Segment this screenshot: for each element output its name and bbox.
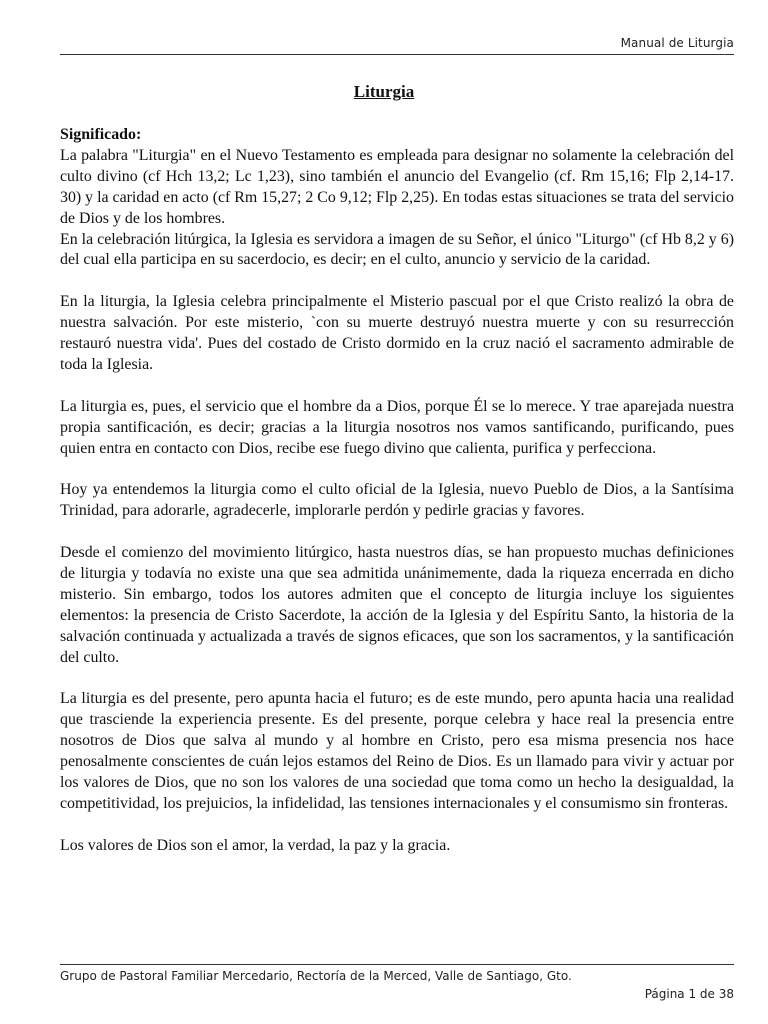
document-body <box>60 125 734 857</box>
paragraph-gap <box>60 376 734 397</box>
page-title: Liturgia <box>353 82 415 101</box>
paragraph-gap <box>60 271 734 292</box>
paragraph: En la liturgia, la Iglesia celebra principalmente el Misterio pascual por el que Cristo realizó la obra de nuestra salvación. Por este misterio, `con su muerte destruyó nuestra muerte y con su resurrección restauró nuestra vida'. Pues del costado de Cristo dormido en la cruz nació el sacramento admirable de toda la Iglesia. <box>60 293 734 373</box>
paragraph: Hoy ya entendemos la liturgia como el culto oficial de la Iglesia, nuevo Pueblo de Dios, a la Santísima Trinidad, para adorarle, agradecerle, implorarle perdón y pedirle gracias y favores. <box>60 481 734 520</box>
paragraph-gap <box>60 669 734 690</box>
paragraph: La liturgia es, pues, el servicio que el hombre da a Dios, porque Él se lo merece. Y trae aparejada nuestra propia santificación, es decir; gracias a la liturgia nosotros nos vamos santificando, purificando, pues quien entra en contacto con Dios, recibe ese fuego divino que calienta, purifica y perfecciona. <box>60 397 734 457</box>
page-number: Página 1 de 38 <box>644 987 734 1001</box>
footer-organization: Grupo de Pastoral Familiar Mercedario, Rectoría de la Merced, Valle de Santiago, Gto. <box>60 969 572 983</box>
section-subheading: Significado: <box>60 126 142 143</box>
paragraph-gap <box>60 815 734 836</box>
paragraph: Desde el comienzo del movimiento litúrgico, hasta nuestros días, se han propuesto muchas definiciones de liturgia y todavía no existe una que sea admitida unánimemente, dada la riqueza encerrada en dicho misterio. Sin embargo, todos los autores admiten que el concepto de liturgia incluye los siguientes elementos: la presencia de Cristo Sacerdote, la acción de la Iglesia y del Espíritu Santo, la historia de la salvación continuada y actualizada a través de signos eficaces, que son los sacramentos, y la santificación del culto. <box>60 544 734 666</box>
paragraph: La palabra "Liturgia" en el Nuevo Testamento es empleada para designar no solamente la celebración del culto divino (cf Hch 13,2; Lc 1,23), sino también el anuncio del Evangelio (cf. Rm 15,16; Flp 2,14-17. 30) y la caridad en acto (cf Rm 15,27; 2 Co 9,12; Flp 2,25). En todas estas situaciones se trata del servicio de Dios y de los hombres. <box>60 146 734 227</box>
paragraph-gap <box>60 459 734 480</box>
footer-divider <box>60 964 734 965</box>
paragraph: Los valores de Dios son el amor, la verdad, la paz y la gracia. <box>60 836 451 854</box>
running-header: Manual de Liturgia <box>620 36 734 50</box>
header-divider <box>60 54 734 55</box>
paragraph-gap <box>60 522 734 543</box>
paragraph: La liturgia es del presente, pero apunta hacia el futuro; es de este mundo, pero apunta hacia una realidad que trasciende la experiencia presente. Es del presente, porque celebra y hace real la presencia entre nosotros de Dios que salva al mundo y al hombre en Cristo, pero esa misma presencia nos hace penosalmente conscientes de cuán lejos estamos del Reino de Dios. Es un llamado para vivir y actuar por los valores de Dios, que no son los valores de una sociedad que toma como un hecho la desigualdad, la competitividad, los prejuicios, la infidelidad, las tensiones internacionales y el consumismo sin fronteras. <box>60 690 734 812</box>
paragraph: En la celebración litúrgica, la Iglesia es servidora a imagen de su Señor, el único "Liturgo" (cf Hb 8,2 y 6) del cual ella participa en su sacerdocio, es decir; en el culto, anuncio y servicio de la caridad. <box>60 230 734 269</box>
